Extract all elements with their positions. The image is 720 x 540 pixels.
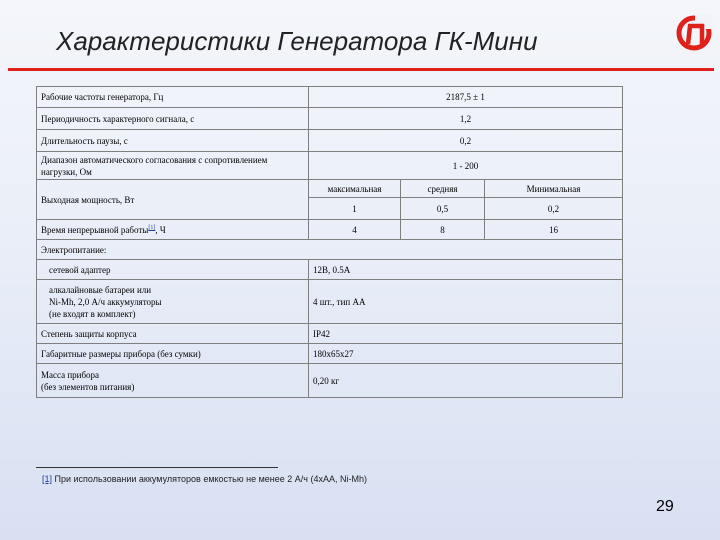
table-row bbox=[37, 260, 623, 280]
row-value: 180х65х27 bbox=[309, 344, 623, 364]
footnote-ref-link[interactable]: [1] bbox=[148, 224, 156, 231]
title-divider bbox=[8, 68, 714, 71]
row-label bbox=[37, 280, 309, 324]
table-row bbox=[37, 108, 623, 130]
row-value: 1,2 bbox=[309, 108, 623, 130]
table-row bbox=[37, 280, 623, 324]
row-value: IP42 bbox=[309, 324, 623, 344]
cell-value: 8 bbox=[401, 220, 485, 240]
row-label: Рабочие частоты генератора, Гц bbox=[37, 87, 309, 108]
page-number: 29 bbox=[656, 498, 674, 515]
table-row bbox=[37, 324, 623, 344]
row-label bbox=[37, 220, 309, 240]
footnote bbox=[42, 474, 367, 484]
row-value: 1 - 200 bbox=[309, 152, 623, 180]
company-logo-icon bbox=[676, 14, 712, 52]
table-row bbox=[37, 152, 623, 180]
row-label: Габаритные размеры прибора (без сумки) bbox=[37, 344, 309, 364]
footnote-divider bbox=[36, 467, 278, 468]
weight-label-line: (без элементов питания) bbox=[41, 381, 135, 392]
row-label: Длительность паузы, с bbox=[37, 130, 309, 152]
row-label: Диапазон автоматического согласования с сопротивлением нагрузки, Ом bbox=[37, 152, 309, 180]
runtime-unit: , Ч bbox=[155, 224, 166, 235]
row-value: 12В, 0.5А bbox=[309, 260, 623, 280]
footnote-ref[interactable]: [1] bbox=[42, 474, 53, 484]
column-header-mid: средняя bbox=[401, 180, 485, 198]
table-row bbox=[37, 180, 623, 198]
slide-title: Характеристики Генератора ГК-Мини bbox=[56, 26, 538, 56]
cell-value: 0,5 bbox=[401, 198, 485, 220]
cell-value: 4 bbox=[309, 220, 401, 240]
battery-label-line: алкалайновые батареи или bbox=[49, 284, 152, 295]
runtime-label-text: Время непрерывной работы bbox=[41, 224, 149, 235]
footnote-text: При использовании аккумуляторов емкостью не менее 2 А/ч (4хАА, Ni-Mh) bbox=[52, 474, 367, 484]
battery-label-line: Ni-Mh, 2,0 А/ч аккумуляторы bbox=[49, 296, 162, 307]
row-label bbox=[37, 364, 309, 398]
row-label: сетевой адаптер bbox=[37, 260, 309, 280]
cell-value: 0,2 bbox=[485, 198, 623, 220]
table-row bbox=[37, 220, 623, 240]
weight-label-line: Масса прибора bbox=[41, 369, 100, 380]
battery-label-line: (не входят в комплект) bbox=[49, 308, 136, 319]
specs-table bbox=[36, 86, 623, 398]
row-value: 2187,5 ± 1 bbox=[309, 87, 623, 108]
column-header-max: максимальная bbox=[309, 180, 401, 198]
section-label: Электропитание: bbox=[37, 240, 623, 260]
table-row bbox=[37, 344, 623, 364]
row-label: Выходная мощность, Вт bbox=[37, 180, 309, 220]
column-header-min: Минимальная bbox=[485, 180, 623, 198]
table-row bbox=[37, 87, 623, 108]
row-label: Степень защиты корпуса bbox=[37, 324, 309, 344]
table-row bbox=[37, 130, 623, 152]
cell-value: 16 bbox=[485, 220, 623, 240]
cell-value: 1 bbox=[309, 198, 401, 220]
row-value: 0,20 кг bbox=[309, 364, 623, 398]
row-value: 0,2 bbox=[309, 130, 623, 152]
row-label: Периодичность характерного сигнала, с bbox=[37, 108, 309, 130]
row-value: 4 шт., тип АА bbox=[309, 280, 623, 324]
table-row bbox=[37, 364, 623, 398]
table-row bbox=[37, 240, 623, 260]
